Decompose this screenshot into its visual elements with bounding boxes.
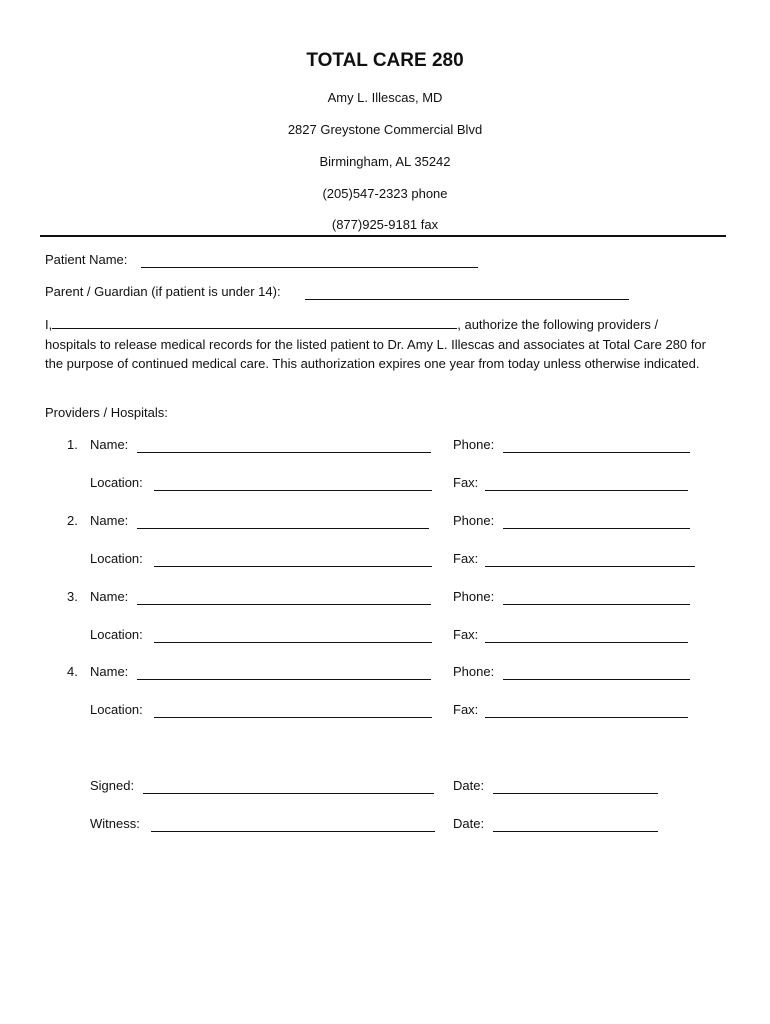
provider-name-field[interactable]: [137, 679, 431, 680]
provider-fax-label: Fax:: [453, 702, 479, 717]
provider-location-field[interactable]: [154, 490, 432, 491]
provider-number: 4.: [67, 664, 78, 679]
provider-fax-field[interactable]: [485, 642, 688, 643]
provider-number: 1.: [67, 437, 78, 452]
signed-label: Signed:: [90, 778, 135, 793]
provider-name-label: Name:: [90, 664, 129, 679]
provider-fax-field[interactable]: [485, 566, 695, 567]
witness-date-field[interactable]: [493, 831, 658, 832]
provider-fax-label: Fax:: [453, 551, 479, 566]
provider-phone-label: Phone:: [453, 589, 495, 604]
provider-phone-label: Phone:: [453, 664, 495, 679]
provider-name-field[interactable]: [137, 452, 431, 453]
provider-phone-field[interactable]: [503, 528, 690, 529]
city-state-zip: Birmingham, AL 35242: [319, 154, 451, 169]
provider-phone-field[interactable]: [503, 679, 690, 680]
provider-location-field[interactable]: [154, 717, 432, 718]
signature-field[interactable]: [143, 793, 434, 794]
phone-line: (205)547-2323 phone: [322, 186, 448, 201]
signed-date-label: Date:: [453, 778, 485, 793]
address-line: 2827 Greystone Commercial Blvd: [287, 122, 483, 137]
provider-location-field[interactable]: [154, 566, 432, 567]
provider-fax-label: Fax:: [453, 627, 479, 642]
provider-name-field[interactable]: [137, 528, 429, 529]
provider-number: 2.: [67, 513, 78, 528]
provider-name-field[interactable]: [137, 604, 431, 605]
doctor-name: Amy L. Illescas, MD: [327, 90, 443, 105]
provider-fax-field[interactable]: [485, 490, 688, 491]
provider-location-field[interactable]: [154, 642, 432, 643]
header-divider: [40, 235, 726, 237]
witness-date-label: Date:: [453, 816, 485, 831]
signed-date-field[interactable]: [493, 793, 658, 794]
provider-location-label: Location:: [90, 551, 143, 566]
guardian-label: Parent / Guardian (if patient is under 14):: [45, 284, 281, 299]
document-title: TOTAL CARE 280: [306, 50, 464, 71]
providers-heading: Providers / Hospitals:: [45, 405, 168, 420]
provider-phone-field[interactable]: [503, 604, 690, 605]
provider-number: 3.: [67, 589, 78, 604]
provider-name-label: Name:: [90, 589, 129, 604]
provider-location-label: Location:: [90, 475, 143, 490]
authorizer-name-field[interactable]: [52, 316, 457, 329]
witness-label: Witness:: [90, 816, 140, 831]
witness-field[interactable]: [151, 831, 435, 832]
patient-name-field[interactable]: [141, 267, 478, 268]
authorization-text: , authorize the following providers / hospitals to release medical records for the listed patient to Dr. Amy L. Illescas and associates at Total Care 280 for the purpose of continued medical care. This authorization expires one year from today unless otherwise indicated.: [45, 317, 706, 371]
provider-fax-field[interactable]: [485, 717, 688, 718]
provider-location-label: Location:: [90, 702, 143, 717]
provider-name-label: Name:: [90, 437, 129, 452]
provider-phone-label: Phone:: [453, 513, 495, 528]
provider-fax-label: Fax:: [453, 475, 479, 490]
provider-name-label: Name:: [90, 513, 129, 528]
fax-line: (877)925-9181 fax: [331, 217, 439, 232]
provider-phone-label: Phone:: [453, 437, 495, 452]
authorization-paragraph: [45, 315, 710, 374]
provider-location-label: Location:: [90, 627, 143, 642]
authorization-prefix: I,: [45, 317, 53, 332]
patient-name-label: Patient Name:: [45, 252, 128, 267]
guardian-field[interactable]: [305, 299, 629, 300]
provider-phone-field[interactable]: [503, 452, 690, 453]
